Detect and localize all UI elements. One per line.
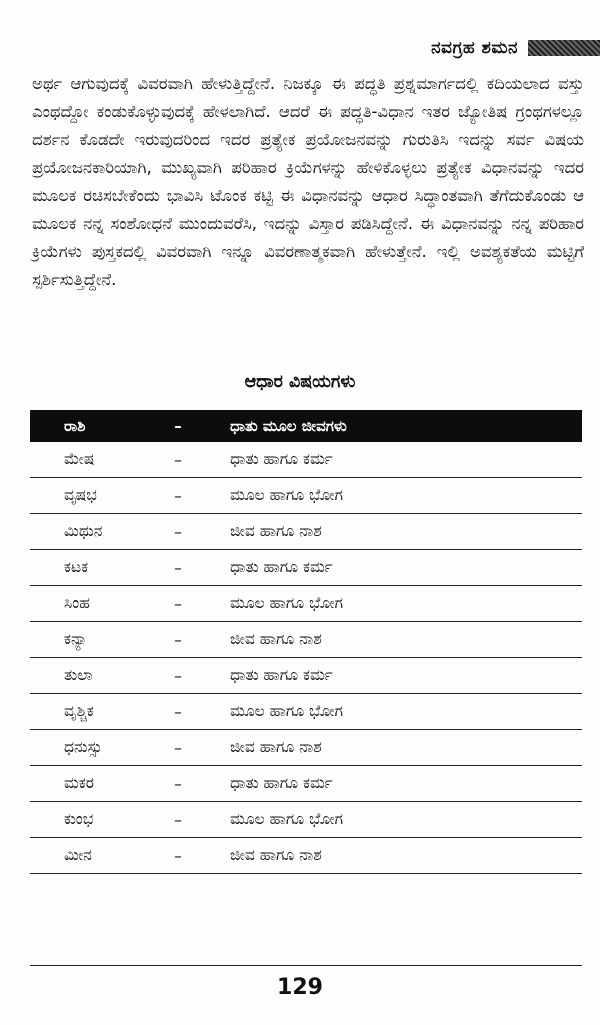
attribute-cell: ಜೀವ ಹಾಗೂ ನಾಶ (230, 522, 322, 540)
table-row (30, 550, 582, 586)
separator-cell: – (174, 486, 182, 505)
rashi-cell: ಮೇಷ (64, 450, 95, 468)
rashi-cell: ಸಿಂಹ (64, 594, 90, 612)
rashi-cell: ವೃಶ್ಚಿಕ (64, 702, 94, 720)
attribute-cell: ಮೂಲ ಹಾಗೂ ಭೋಗ (230, 594, 343, 612)
running-title: ನವಗ್ರಹ ಶಮನ (431, 38, 518, 58)
separator-cell: – (174, 738, 182, 757)
attribute-cell: ಮೂಲ ಹಾಗೂ ಭೋಗ (230, 810, 343, 828)
separator-cell: – (174, 630, 182, 649)
attribute-cell: ಜೀವ ಹಾಗೂ ನಾಶ (230, 738, 322, 756)
separator-cell: – (174, 810, 182, 829)
table-row (30, 694, 582, 730)
separator-cell: – (174, 450, 182, 469)
attribute-cell: ಧಾತು ಹಾಗೂ ಕರ್ಮ (230, 450, 333, 468)
separator-cell: – (174, 558, 182, 577)
separator-cell: – (174, 702, 182, 721)
table-row (30, 478, 582, 514)
separator-cell: – (174, 774, 182, 793)
table-body (30, 442, 582, 874)
running-head (431, 38, 600, 58)
table-row (30, 766, 582, 802)
table-row (30, 514, 582, 550)
table-row (30, 838, 582, 874)
attribute-cell: ಮೂಲ ಹಾಗೂ ಭೋಗ (230, 702, 343, 720)
attribute-cell: ಜೀವ ಹಾಗೂ ನಾಶ (230, 846, 322, 864)
attribute-cell: ಜೀವ ಹಾಗೂ ನಾಶ (230, 630, 322, 648)
table-row (30, 586, 582, 622)
page-number: 129 (277, 975, 323, 1000)
body-paragraph: ಅರ್ಥ ಆಗುವುದಕ್ಕೆ ವಿವರವಾಗಿ ಹೇಳುತ್ತಿದ್ದೇನೆ. ನಿಜಕ್ಕೂ ಈ ಪದ್ಧತಿ ಪ್ರಶ್ನಮಾರ್ಗದಲ್ಲಿ ಕದಿಯಲಾದ ವಸ್ತು ಎಂಥದ್ದೋ ಕಂಡುಕೊಳ್ಳುವುದಕ್ಕೆ ಹೇಳಲಾಗಿದೆ. ಆದರೆ ಈ ಪದ್ಧತಿ-ವಿಧಾನ ಇತರ ಜ್ಯೋತಿಷ ಗ್ರಂಥಗಳಲ್ಲೂ ದರ್ಶನ ಕೊಡದೇ ಇರುವುದರಿಂದ ಇದರ ಪ್ರತ್ಯೇಕ ಪ್ರಯೋಜನವನ್ನು ಗುರುತಿಸಿ ಇದನ್ನು ಸರ್ವ ವಿಷಯ ಪ್ರಯೋಜನಕಾರಿಯಾಗಿ, ಮುಖ್ಯವಾಗಿ ಪರಿಹಾರ ಕ್ರಿಯೆಗಳನ್ನು ಹೇಳಿಕೊಳ್ಳಲು ಪ್ರತ್ಯೇಕ ವಿಧಾನವನ್ನು ಇದರ ಮೂಲಕ ರಚಿಸಬೇಕೆಂದು ಭಾವಿಸಿ ಟೊಂಕ ಕಟ್ಟಿ ಈ ವಿಧಾನವನ್ನು ಆಧಾರ ಸಿದ್ಧಾಂತವಾಗಿ ತೆಗೆದುಕೊಂಡು ಆ ಮೂಲಕ ನನ್ನ ಸಂಶೋಧನೆ ಮುಂದುವರೆಸಿ, ಇದನ್ನು ವಿಸ್ತಾರ ಪಡಿಸಿದ್ದೇನೆ. ಈ ವಿಧಾನವನ್ನು ನನ್ನ ಪರಿಹಾರ ಕ್ರಿಯೆಗಳು ಪುಸ್ತಕದಲ್ಲಿ ವಿವರವಾಗಿ ಇನ್ನೂ ವಿವರಣಾತ್ಮಕವಾಗಿ ಹೇಳುತ್ತೇನೆ. ಇಲ್ಲಿ ಅವಶ್ಯಕತೆಯ ಮಟ್ಟಿಗೆ ಸ್ಪರ್ಶಿಸುತ್ತಿದ್ದೇನೆ. (32, 74, 584, 289)
attribute-cell: ಧಾತು ಹಾಗೂ ಕರ್ಮ (230, 774, 333, 792)
table-heading: ಆಧಾರ ವಿಷಯಗಳು (244, 372, 356, 392)
table-row (30, 658, 582, 694)
table-header-row (30, 410, 582, 442)
running-head-decorative-band (528, 40, 600, 56)
separator-cell: – (174, 846, 182, 865)
rashi-cell: ವೃಷಭ (64, 486, 97, 504)
rashi-cell: ಕಟಕ (64, 558, 89, 576)
footer-rule (30, 965, 582, 966)
rashi-table (30, 410, 582, 874)
table-row (30, 622, 582, 658)
attribute-cell: ಧಾತು ಹಾಗೂ ಕರ್ಮ (230, 666, 333, 684)
separator-cell: – (174, 594, 182, 613)
rashi-cell: ತುಲಾ (64, 666, 93, 684)
header-rashi: ರಾಶಿ (64, 417, 86, 435)
table-row (30, 802, 582, 838)
rashi-cell: ಕನ್ಯಾ (64, 630, 88, 648)
rashi-cell: ಕುಂಭ (64, 810, 94, 828)
header-separator: – (174, 417, 182, 435)
rashi-cell: ಮಿಥುನ (64, 522, 103, 540)
rashi-cell: ಮಕರ (64, 774, 94, 792)
attribute-cell: ಮೂಲ ಹಾಗೂ ಭೋಗ (230, 486, 343, 504)
rashi-cell: ಧನುಸ್ಸು (64, 738, 103, 756)
table-row (30, 442, 582, 478)
attribute-cell: ಧಾತು ಹಾಗೂ ಕರ್ಮ (230, 558, 333, 576)
table-row (30, 730, 582, 766)
header-attribute: ಧಾತು ಮೂಲ ಜೀವಗಳು (230, 417, 347, 435)
rashi-cell: ಮೀನ (64, 846, 92, 864)
separator-cell: – (174, 522, 182, 541)
separator-cell: – (174, 666, 182, 685)
